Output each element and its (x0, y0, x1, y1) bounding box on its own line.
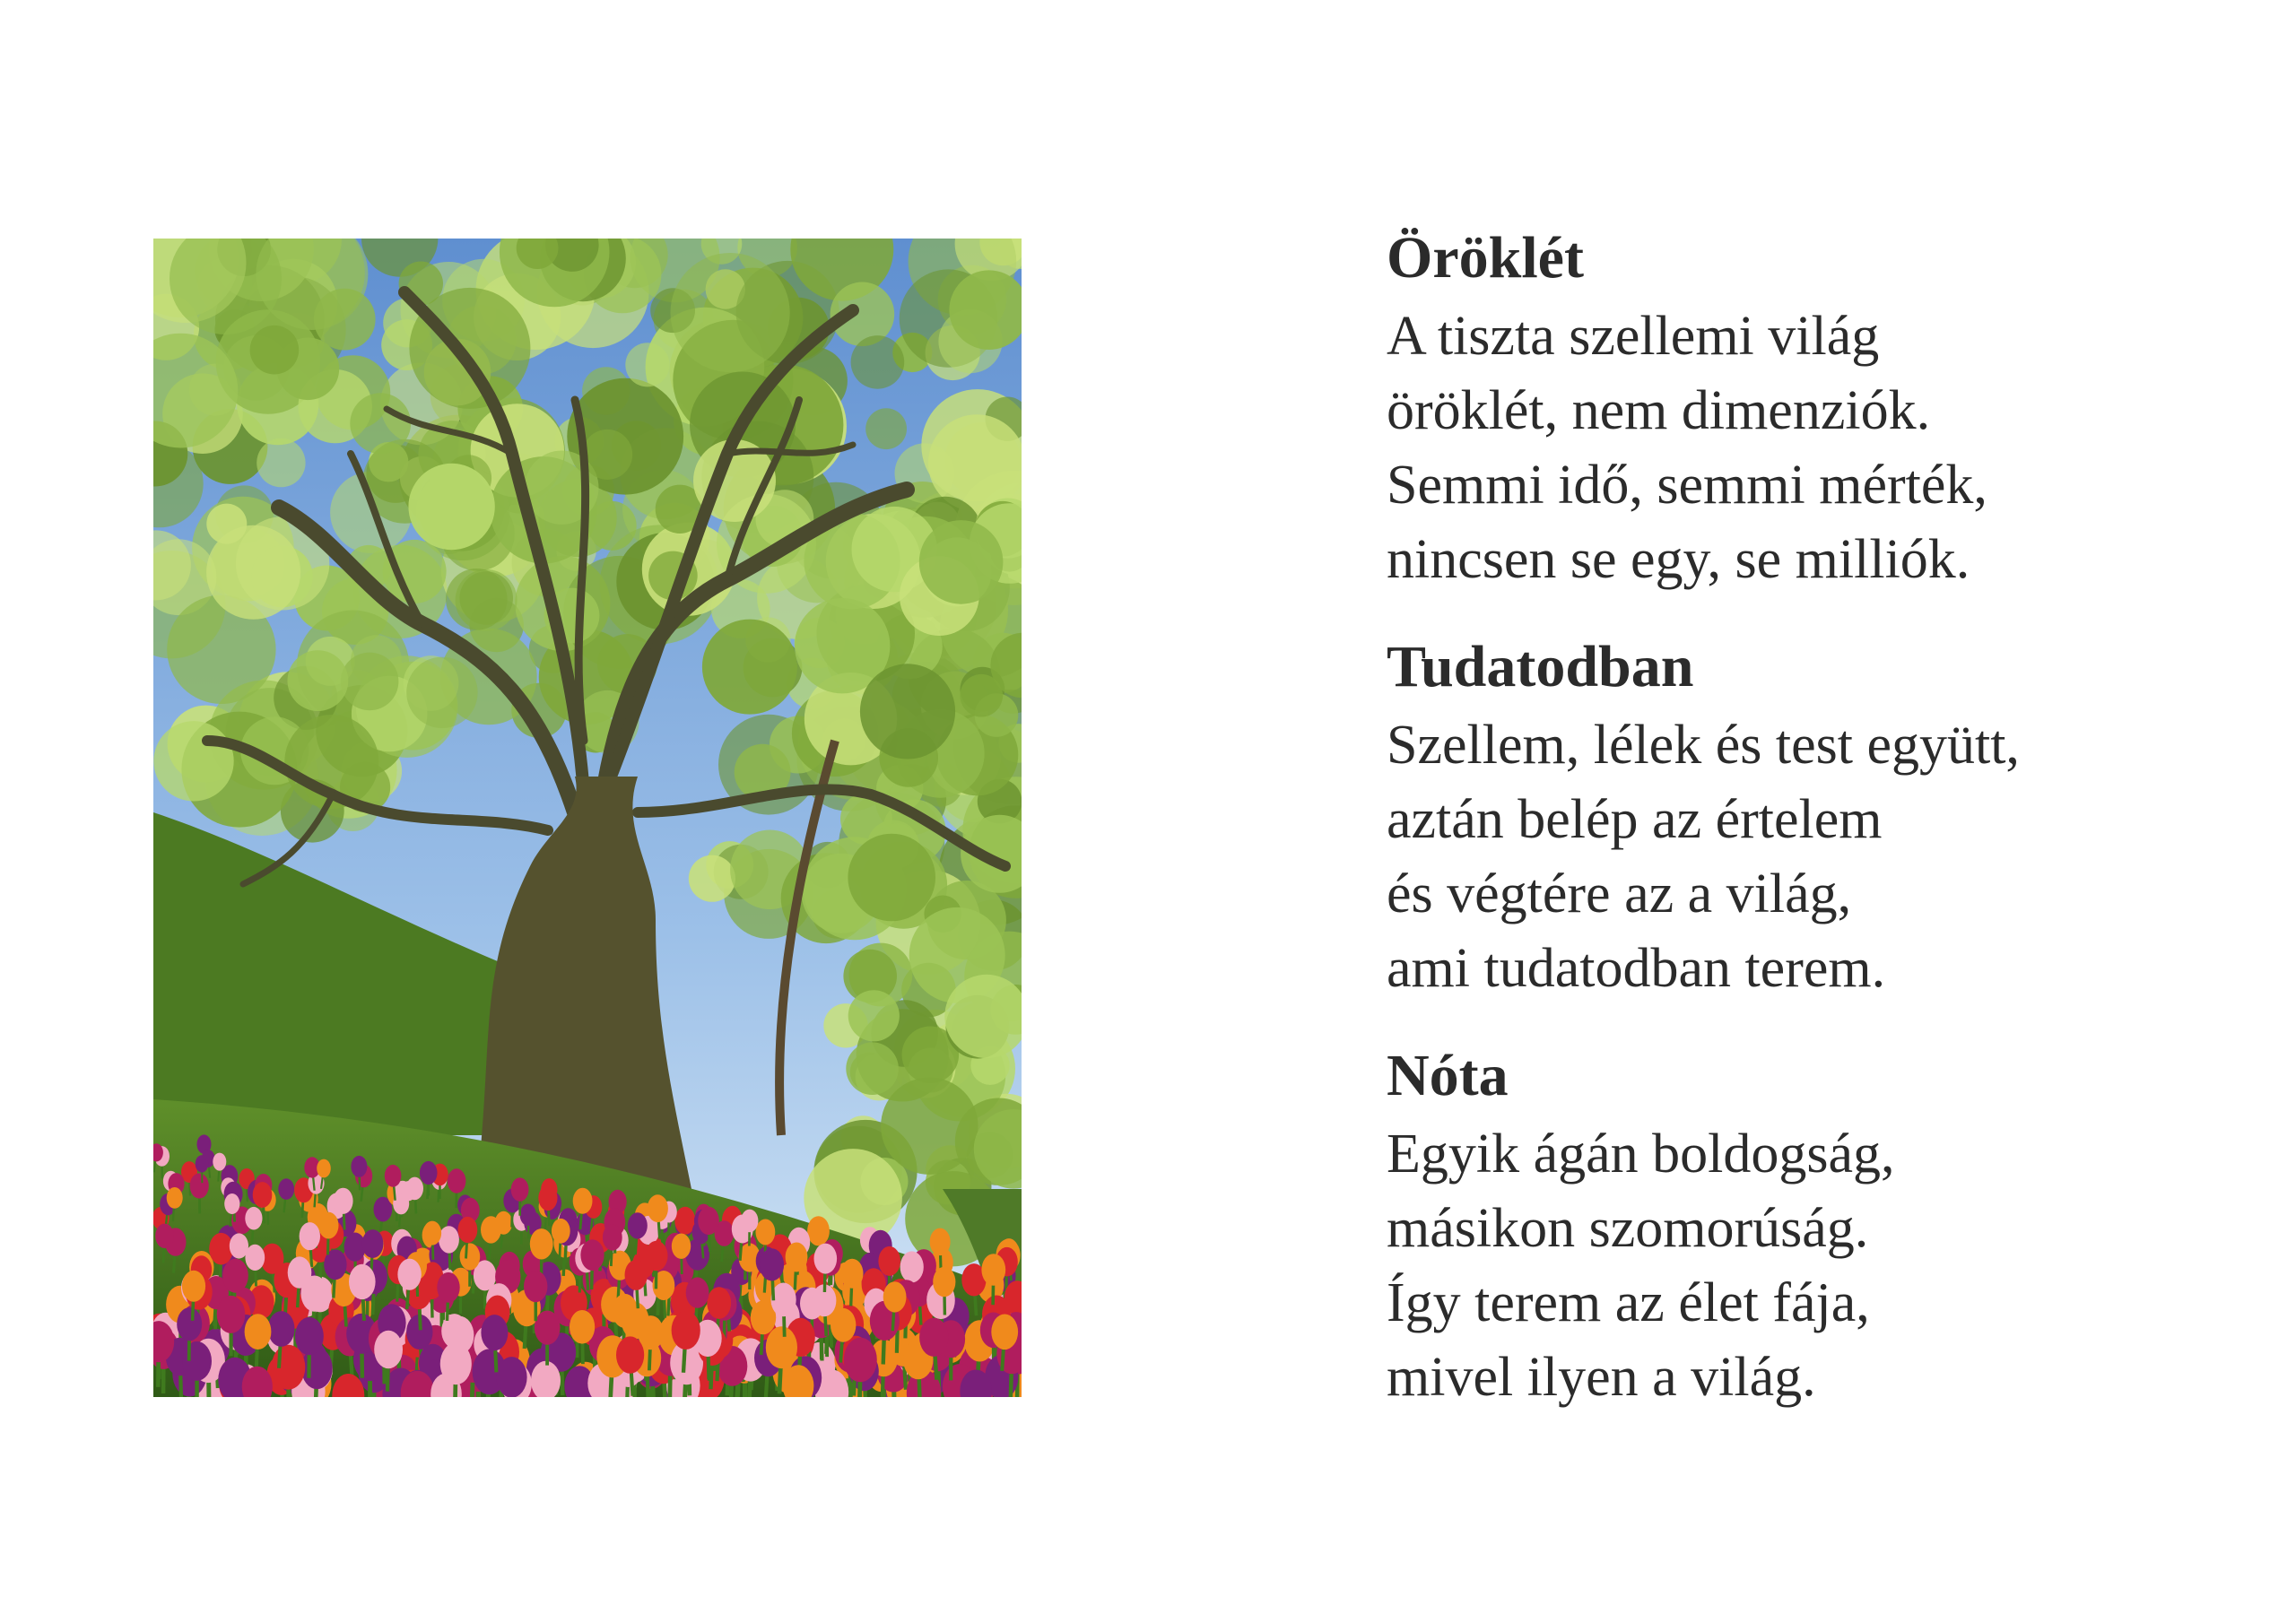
poem-line: nincsen se egy, se milliók. (1387, 529, 1970, 590)
tree-tulip-photo (153, 239, 1022, 1397)
poem-line: Semmi idő, semmi mérték, (1387, 455, 1987, 516)
poem-line: Egyik ágán boldogság, (1387, 1124, 1895, 1185)
poem-line: aztán belép az értelem (1387, 789, 1883, 850)
poem-title: Tudatodban (1387, 634, 1694, 699)
poems-column (1387, 222, 2248, 1449)
poem-line: ami tudatodban terem. (1387, 938, 1886, 999)
poem-title: Öröklét (1387, 225, 1584, 291)
poem-line: Szellem, lélek és test együtt, (1387, 715, 2020, 776)
poem-line: öröklét, nem dimenziók. (1387, 380, 1931, 441)
poem (1387, 631, 2248, 1006)
tree-with-tulips-photo-icon (153, 239, 1022, 1397)
poem (1387, 222, 2248, 597)
poem (1387, 1040, 2248, 1415)
poem-line: és végtére az a világ, (1387, 864, 1852, 924)
poem-line: mivel ilyen a világ. (1387, 1347, 1816, 1408)
poem-line: másikon szomorúság. (1387, 1198, 1869, 1259)
poem-line: A tiszta szellemi világ (1387, 306, 1880, 367)
poem-line: Így terem az élet fája, (1387, 1272, 1870, 1333)
poem-title: Nóta (1387, 1043, 1509, 1108)
